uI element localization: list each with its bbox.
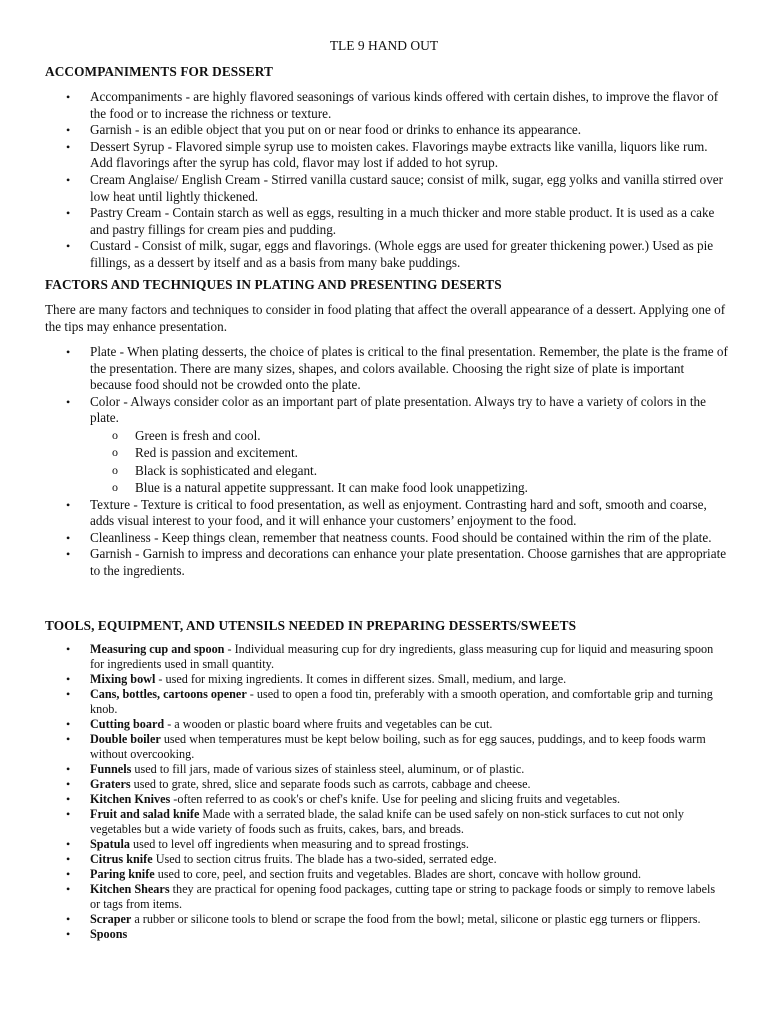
list-item-tool: • Spatula used to level off ingredients when measuring and to spread frostings. — [66, 837, 469, 851]
color-sublist — [0, 427, 728, 497]
list-item-texture: • Texture - Texture is critical to food presentation, as well as enjoyment. Contrasting hard and soft, smooth and coarse, adds visual interest to your food, and it will enhance your customers’ enjoyment to the food. — [66, 496, 707, 529]
bullet-icon: • — [66, 90, 71, 104]
section-heading-accompaniments: ACCOMPANIMENTS FOR DESSERT — [45, 64, 273, 79]
list-item-tool: • Fruit and salad knife Made with a serrated blade, the salad knife can be used safely on non-stick surfaces to cut not only vegetables but a wide variety of foods such as fruits, cakes, bars, and breads. — [66, 807, 685, 836]
list-item-color: • Color - Always consider color as an important part of plate presentation. Always try to have a variety of colors in the plate. o Green is fresh and cool. o Red is passion and excitement. o Black is sophisticated and elegant. o Blue is a natural appetite suppressant. It can make food look unappetizing. — [0, 394, 768, 497]
bullet-icon: • — [66, 882, 71, 896]
list-item-tool: • Double boiler used when temperatures must be kept below boiling, such as for egg sauces, puddings, and to keep foods warm without overcooking. — [66, 732, 706, 761]
bullet-icon: • — [66, 497, 71, 512]
sub-bullet-icon: o — [112, 462, 118, 477]
list-item-tool: • Spoons — [66, 927, 128, 941]
bullet-icon: • — [66, 762, 71, 776]
list-item-tool: • Citrus knife Used to section citrus fruits. The blade has a two-sided, serrated edge. — [66, 852, 497, 866]
list-item-tool: • Kitchen Shears they are practical for opening food packages, cutting tape or string to package foods or simply to remove labels or tags from items. — [66, 882, 716, 911]
bullet-icon: • — [66, 852, 71, 866]
plating-list — [0, 344, 768, 580]
bullet-icon: • — [66, 837, 71, 851]
accompaniments-list — [0, 89, 768, 272]
list-item-tool: • Funnels used to fill jars, made of various sizes of stainless steel, aluminum, or of plastic. — [66, 762, 525, 776]
document-title: TLE 9 HAND OUT — [329, 38, 439, 53]
bullet-icon: • — [66, 172, 71, 187]
tools-list — [0, 642, 768, 942]
bullet-icon: • — [66, 345, 71, 359]
bullet-icon: • — [66, 867, 71, 881]
list-item: • Accompaniments - are highly flavored seasonings of various kinds offered with certain dishes, to improve the flavor of the food or to increase the richness or texture. — [66, 89, 719, 121]
list-item-tool: • Kitchen Knives -often referred to as cook's or chef's knife. Use for peeling and slicing fruits and vegetables. — [66, 792, 621, 806]
bullet-icon: • — [66, 642, 71, 656]
bullet-icon: • — [66, 777, 71, 791]
bullet-icon: • — [66, 717, 71, 731]
list-item-garnish: • Garnish - Garnish to impress and decorations can enhance your plate presentation. Choose garnishes that are appropriate to the ingredients. — [66, 546, 727, 578]
list-item: • Cream Anglaise/ English Cream - Stirred vanilla custard sauce; consist of milk, sugar, egg yolks and vanilla stirred over low heat until lightly thickened. — [66, 171, 724, 204]
list-item-tool: • Cutting board - a wooden or plastic board where fruits and vegetables can be cut. — [66, 717, 493, 731]
sub-list-item: o Black is sophisticated and elegant. — [112, 462, 318, 478]
sub-bullet-icon: o — [112, 427, 118, 442]
bullet-icon: • — [66, 807, 71, 821]
bullet-icon: • — [66, 239, 71, 254]
section-heading-tools: TOOLS, EQUIPMENT, AND UTENSILS NEEDED IN PREPARING DESSERTS/SWEETS — [45, 618, 577, 633]
sub-bullet-icon: o — [112, 445, 118, 460]
bullet-icon: • — [66, 792, 71, 806]
bullet-icon: • — [66, 927, 71, 941]
list-item-tool: • Cans, bottles, cartoons opener - used to open a food tin, preferably with a smooth operation, and comfortable grip and turning knob. — [66, 687, 713, 716]
list-item: • Dessert Syrup - Flavored simple syrup use to moisten cakes. Flavorings maybe extracts like vanilla, liquors like rum. Add flavorings after the syrup has cold, flavor may lost if added to hot syrup. — [66, 138, 708, 171]
bullet-icon: • — [66, 139, 71, 154]
bullet-icon: • — [66, 687, 71, 701]
list-item: • Pastry Cream - Contain starch as well as eggs, resulting in a much thicker and more stable product. It is used as a cake and pastry fillings for cream pies and pudding. — [66, 205, 715, 237]
list-item-plate: • Plate - When plating desserts, the choice of plates is critical to the final presentation. Remember, the plate is the frame of the presentation. There are many sizes, shapes, and colors available. Choosing the right size of plate is important because food should not be crowded onto the plate. — [66, 344, 728, 393]
section-heading-plating: FACTORS AND TECHNIQUES IN PLATING AND PRESENTING DESERTS — [45, 277, 502, 292]
list-item-tool: • Mixing bowl - used for mixing ingredients. It comes in different sizes. Small, medium, and large. — [66, 672, 567, 686]
sub-list-item: o Green is fresh and cool. — [112, 427, 261, 443]
bullet-icon: • — [66, 672, 71, 686]
bullet-icon: • — [66, 123, 71, 138]
list-item-tool: • Paring knife used to core, peel, and section fruits and vegetables. Blades are short, concave with hollow ground. — [66, 867, 642, 881]
list-item-tool: • Measuring cup and spoon - Individual measuring cup for dry ingredients, glass measuring cup for liquid and measuring spoon for ingredients used in small quantity. — [66, 642, 714, 671]
sub-bullet-icon: o — [112, 480, 118, 495]
list-item-tool: • Scraper a rubber or silicone tools to blend or scrape the food from the bowl; metal, silicone or plastic egg turners or flippers. — [66, 912, 701, 926]
plating-intro: There are many factors and techniques to consider in food plating that affect the overall appearance of a dessert. Applying one of the tips may enhance presentation. — [45, 302, 726, 334]
list-item-tool: • Graters used to grate, shred, slice and separate foods such as carrots, cabbage and cheese. — [66, 777, 531, 791]
sub-list-item: o Red is passion and excitement. — [112, 445, 298, 461]
list-item: • Custard - Consist of milk, sugar, eggs and flavorings. (Whole eggs are used for greater thickening power.) Used as pie fillings, as a dessert by itself and as a basis from many bake puddings. — [66, 238, 714, 270]
bullet-icon: • — [66, 206, 71, 221]
bullet-icon: • — [66, 394, 71, 409]
bullet-icon: • — [66, 732, 71, 746]
list-item: • Garnish - is an edible object that you put on or near food or drinks to enhance its appearance. — [66, 122, 582, 138]
sub-list-item: o Blue is a natural appetite suppressant. It can make food look unappetizing. — [112, 480, 528, 496]
bullet-icon: • — [66, 547, 71, 562]
list-item-cleanliness: • Cleanliness - Keep things clean, remember that neatness counts. Food should be contained within the rim of the plate. — [66, 529, 712, 545]
bullet-icon: • — [66, 530, 71, 545]
bullet-icon: • — [66, 912, 71, 926]
